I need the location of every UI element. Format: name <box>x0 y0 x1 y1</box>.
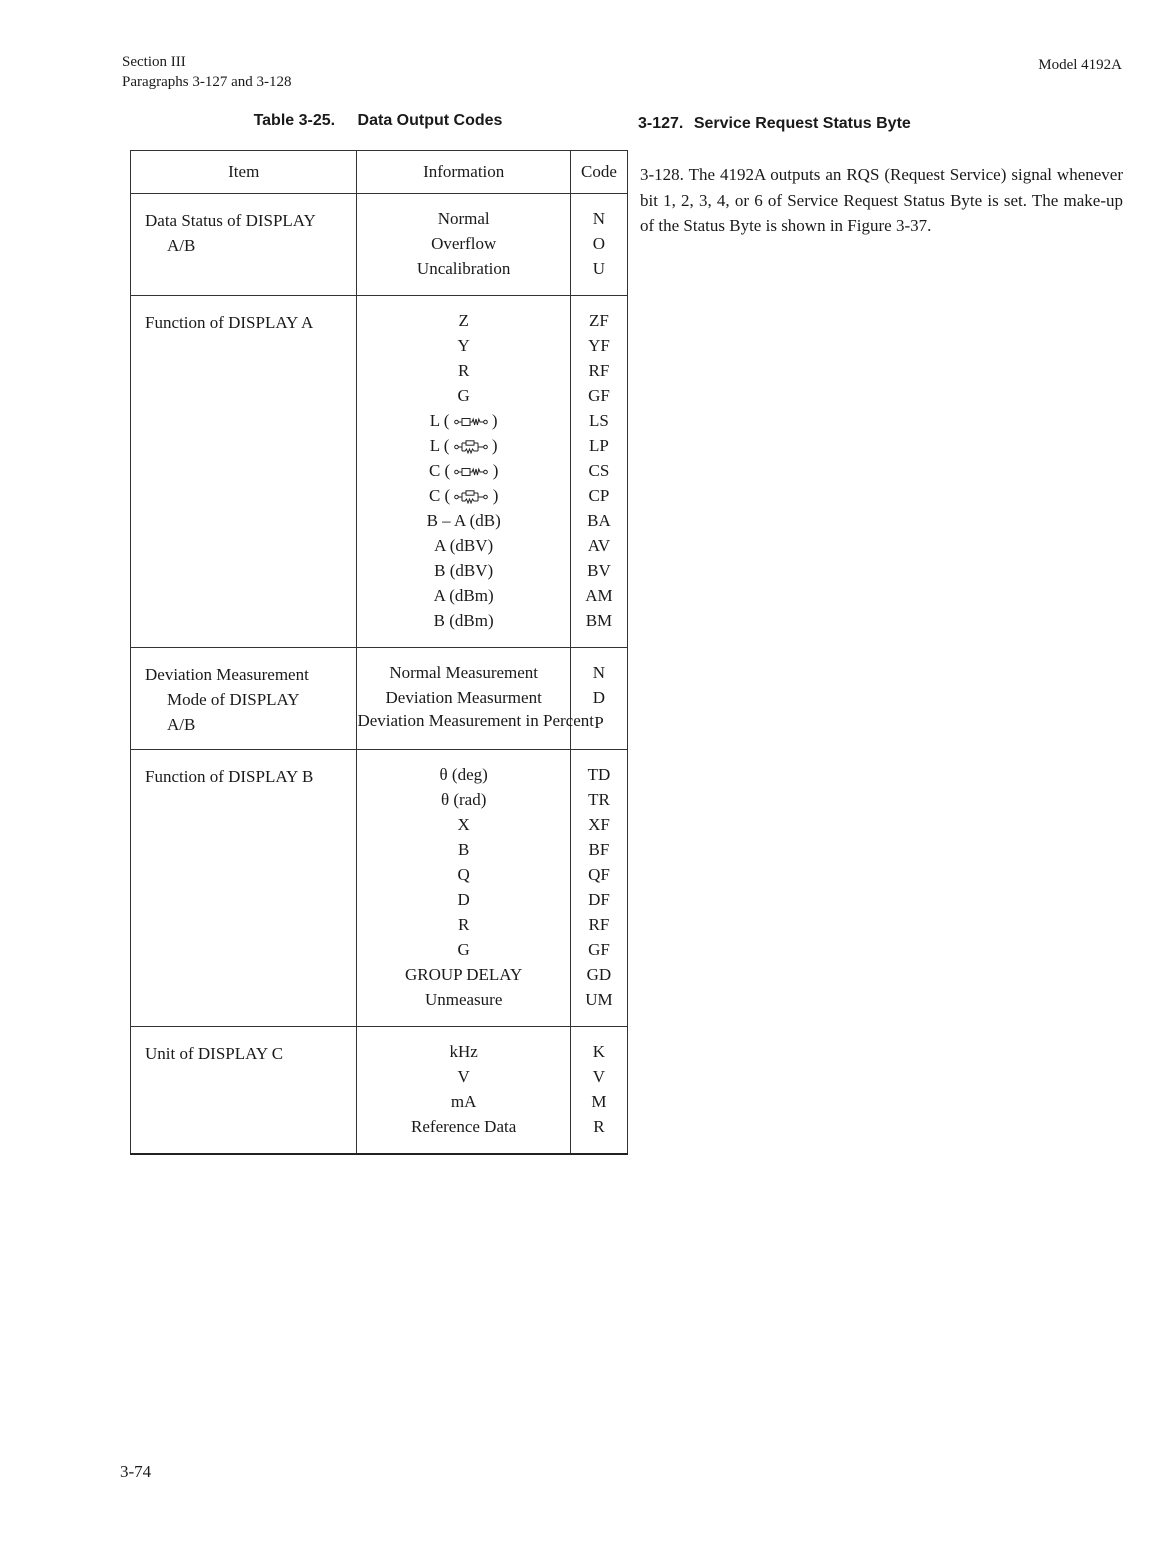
column-header-item: Item <box>131 151 357 194</box>
code-line: RF <box>588 915 610 934</box>
info-line: Z <box>458 311 469 330</box>
paragraph-text: The 4192A outputs an RQS (Request Service) signal whenever bit 1, 2, 3, 4, or 6 of Service Request Status Byte is set. The make-up of the Status Byte is shown in Figure 3-37. <box>640 165 1123 235</box>
code-line: R <box>593 1117 605 1136</box>
code-line: N <box>592 209 606 228</box>
section-label: Section III <box>122 54 186 70</box>
code-line: ZF <box>589 311 609 330</box>
code-line: UM <box>585 990 613 1009</box>
item-cell <box>131 296 357 648</box>
item-line: Deviation Measurement <box>145 665 309 684</box>
section-title: Service Request Status Byte <box>693 115 911 132</box>
parallel-circuit-icon <box>454 490 488 504</box>
code-line: BV <box>587 561 611 580</box>
code-line: QF <box>588 865 610 884</box>
item-line: Unit of DISPLAY C <box>145 1044 284 1063</box>
code-line: N <box>592 663 606 682</box>
code-line: GF <box>588 940 610 959</box>
info-cell <box>357 194 570 296</box>
info-prefix: C ( <box>428 461 451 480</box>
table-number: Table 3-25. <box>253 112 336 129</box>
info-line: X <box>457 815 470 834</box>
info-line: Reference Data <box>411 1117 517 1136</box>
item-line: Mode of DISPLAY <box>167 690 300 709</box>
series-circuit-icon <box>454 465 488 479</box>
info-line: Overflow <box>431 234 497 253</box>
table-header-row <box>131 151 628 194</box>
info-line: Deviation Measurement in Percent <box>357 711 594 730</box>
code-line: YF <box>588 336 610 355</box>
info-line: θ (rad) <box>440 790 487 809</box>
code-cell <box>570 750 627 1027</box>
table-row <box>131 296 628 648</box>
info-line: mA <box>450 1092 477 1111</box>
info-line: B (dBV) <box>434 561 494 580</box>
item-cell <box>131 1027 357 1155</box>
code-line: AM <box>585 586 613 605</box>
info-line: G <box>457 940 470 959</box>
column-header-code: Code <box>570 151 627 194</box>
page-number: 3-74 <box>120 1462 152 1481</box>
info-prefix: L ( <box>429 436 450 455</box>
info-line: V <box>457 1067 470 1086</box>
info-line: B (dBm) <box>433 611 494 630</box>
info-line-series-circuit: C ( ) <box>428 461 499 480</box>
info-cell <box>357 648 594 750</box>
item-line: Function of DISPLAY B <box>145 767 314 786</box>
info-line: A (dBV) <box>434 536 494 555</box>
item-line: A/B <box>167 715 196 734</box>
info-line: G <box>457 386 470 405</box>
info-line-parallel-circuit: C ( ) <box>428 486 499 505</box>
code-line: GF <box>588 386 610 405</box>
info-line: kHz <box>449 1042 478 1061</box>
info-line: θ (deg) <box>439 765 488 784</box>
info-line: D <box>457 890 470 909</box>
page-header-left <box>122 52 292 92</box>
table-row <box>131 750 628 1027</box>
code-line: DF <box>588 890 610 909</box>
item-line: Data Status of DISPLAY <box>145 211 316 230</box>
item-cell <box>131 750 357 1027</box>
item-cell <box>131 648 357 750</box>
code-cell <box>570 296 627 648</box>
info-line: A (dBm) <box>433 586 494 605</box>
info-line: R <box>457 361 470 380</box>
code-line: XF <box>588 815 610 834</box>
data-output-codes-table <box>130 150 628 1155</box>
info-line: Normal Measurement <box>389 663 539 682</box>
code-line: D <box>592 688 606 707</box>
item-line: A/B <box>167 236 196 255</box>
item-line: Function of DISPLAY A <box>145 313 314 332</box>
code-line: LP <box>589 436 609 455</box>
info-line: Deviation Measurment <box>385 688 542 707</box>
code-line: M <box>591 1092 607 1111</box>
info-cell <box>357 750 570 1027</box>
code-line: O <box>592 234 606 253</box>
info-line: Normal <box>437 209 490 228</box>
info-line: B <box>457 840 470 859</box>
info-cell <box>357 296 570 648</box>
series-circuit-icon <box>454 415 488 429</box>
paragraph-3-128 <box>640 162 1123 239</box>
model-label: Model 4192A <box>1038 57 1122 73</box>
section-heading <box>638 115 911 133</box>
info-line: R <box>457 915 470 934</box>
table-row <box>131 194 628 296</box>
code-cell <box>570 194 627 296</box>
code-line: BA <box>587 511 611 530</box>
info-line: B – A (dB) <box>426 511 501 530</box>
code-line: U <box>592 259 606 278</box>
table-row <box>131 648 628 750</box>
info-line: Y <box>457 336 470 355</box>
code-line: V <box>592 1067 606 1086</box>
code-cell <box>570 1027 627 1155</box>
code-line: TD <box>587 765 611 784</box>
code-line: BF <box>588 840 610 859</box>
parallel-circuit-icon <box>454 440 488 454</box>
column-header-information: Information <box>357 151 570 194</box>
code-line: RF <box>588 361 610 380</box>
code-cell <box>570 648 627 750</box>
code-line: K <box>592 1042 606 1061</box>
info-line-parallel-circuit: L ( ) <box>429 436 498 455</box>
code-line: GD <box>586 965 612 984</box>
code-line: P <box>594 713 604 732</box>
code-line: CS <box>588 461 610 480</box>
code-line: AV <box>587 536 611 555</box>
info-line: Uncalibration <box>416 259 511 278</box>
paragraph-number: 3-128. <box>640 165 684 184</box>
info-prefix: L ( <box>429 411 450 430</box>
code-line: TR <box>588 790 610 809</box>
info-prefix: C ( <box>428 486 451 505</box>
code-line: BM <box>585 611 613 630</box>
table-caption <box>128 112 628 130</box>
info-line: GROUP DELAY <box>405 965 523 984</box>
info-line-series-circuit: L ( ) <box>429 411 498 430</box>
table-row <box>131 1027 628 1155</box>
code-line: CP <box>588 486 610 505</box>
table-title: Data Output Codes <box>357 112 503 129</box>
info-cell <box>357 1027 570 1155</box>
info-line: Q <box>457 865 470 884</box>
section-number: 3-127. <box>638 115 684 132</box>
item-cell <box>131 194 357 296</box>
code-line: LS <box>589 411 609 430</box>
paragraphs-label: Paragraphs 3-127 and 3-128 <box>122 74 292 90</box>
info-line: Unmeasure <box>424 990 503 1009</box>
